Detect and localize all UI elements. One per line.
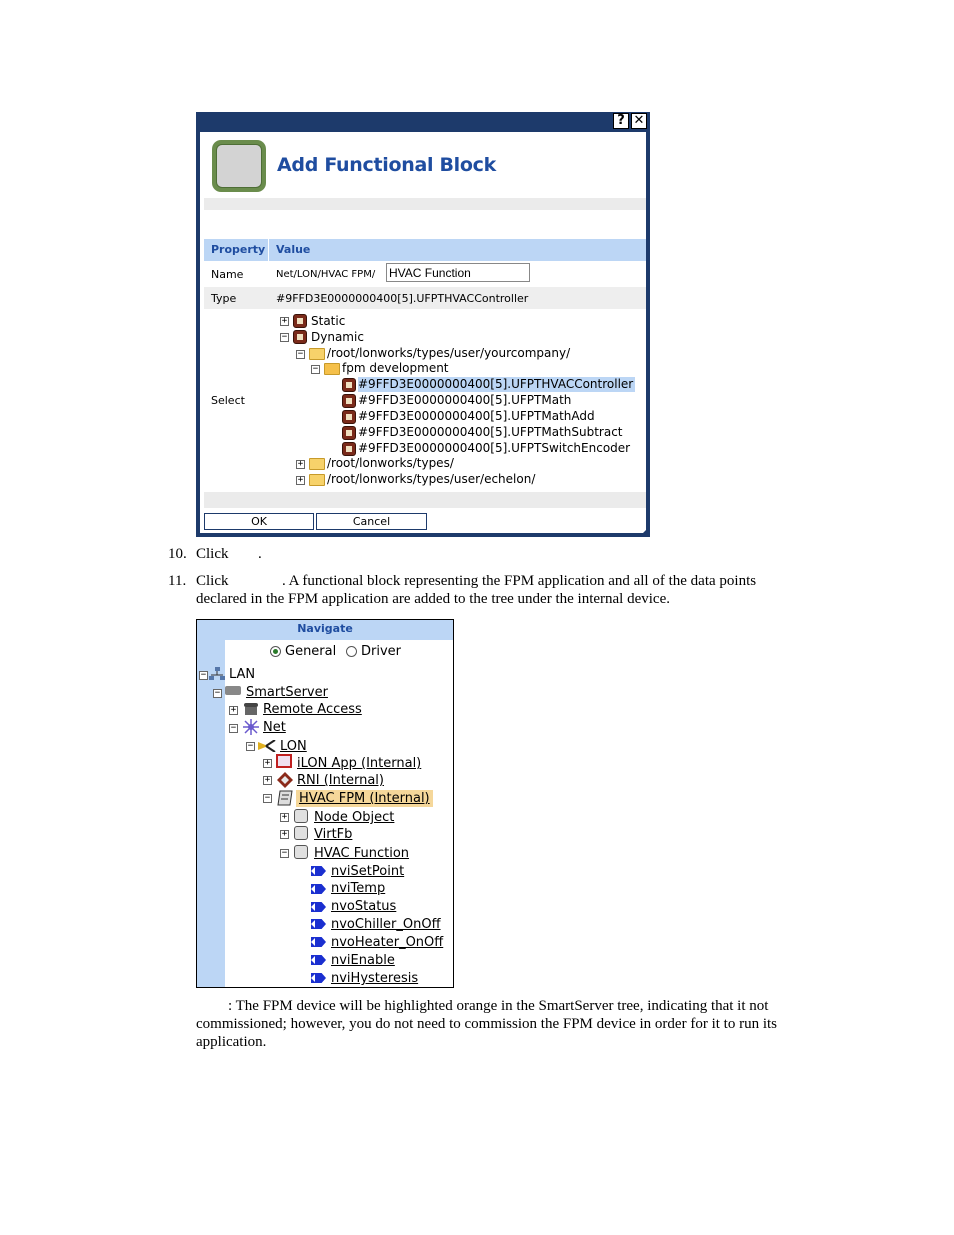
collapse-icon[interactable]: − [200, 670, 207, 680]
tree-item-math[interactable]: #9FFD3E0000000400[5].UFPTMath [358, 393, 572, 407]
title-divider-band [204, 198, 646, 210]
cancel-button[interactable]: Cancel [316, 513, 427, 530]
tree-item-net[interactable]: Net [263, 720, 286, 735]
collapse-icon[interactable]: − [281, 848, 288, 858]
tree-item-lon[interactable]: LON [280, 739, 307, 754]
resize-grip[interactable] [640, 527, 649, 536]
folder-icon [309, 458, 325, 470]
expand-icon[interactable]: + [297, 459, 304, 469]
tree-item-hvac-fpm[interactable]: HVAC FPM (Internal) [296, 790, 433, 807]
step-text: Click [196, 573, 229, 589]
folder-icon [309, 348, 325, 360]
tree-item-node-object[interactable]: Node Object [314, 810, 395, 825]
expand-icon[interactable]: + [264, 775, 271, 785]
tree-item-static[interactable]: Static [311, 314, 346, 328]
dialog-title: Add Functional Block [277, 154, 496, 176]
cube-icon [342, 394, 356, 408]
app-icon [276, 754, 292, 768]
tree-item-smartserver[interactable]: SmartServer [246, 685, 328, 700]
add-functional-block-dialog [196, 112, 650, 537]
expand-icon[interactable]: + [264, 758, 271, 768]
tree-item-nvisetpoint[interactable]: nviSetPoint [331, 864, 405, 879]
collapse-icon[interactable]: − [264, 793, 271, 803]
radio-general[interactable] [270, 646, 281, 657]
tree-item-fpm-development[interactable]: fpm development [342, 361, 449, 375]
collapse-icon[interactable]: − [312, 364, 319, 374]
folder-icon [309, 474, 325, 486]
output-nv-icon [311, 937, 326, 947]
block-icon [294, 826, 308, 840]
network-icon [209, 666, 225, 680]
step-text-line1: . A functional block representing the FPM application and all of the data points [282, 573, 757, 589]
collapse-icon[interactable]: − [281, 332, 288, 342]
tree-item-nvochiller-onoff[interactable]: nvoChiller_OnOff [331, 917, 441, 932]
tree-item-dynamic[interactable]: Dynamic [311, 330, 364, 344]
rni-icon [277, 772, 293, 786]
note-line: commissioned; however, you do not need to commission the FPM device in order for it to run its [196, 1016, 777, 1032]
step-text: Click [196, 546, 229, 562]
cube-icon [342, 410, 356, 424]
name-input[interactable] [386, 263, 530, 282]
step-text-line2: declared in the FPM application are added to the tree under the internal device. [196, 591, 670, 607]
help-button[interactable]: ? [613, 113, 629, 129]
navigate-header: Navigate [197, 620, 453, 640]
note-line: : The FPM device will be highlighted orange in the SmartServer tree, indicating that it not [228, 998, 769, 1014]
type-value: #9FFD3E0000000400[5].UFPTHVACController [276, 292, 529, 305]
tree-item-hvaccontroller[interactable]: #9FFD3E0000000400[5].UFPTHVACController [358, 377, 634, 391]
select-label: Select [211, 394, 245, 407]
net-icon [243, 719, 259, 733]
input-nv-icon [311, 866, 326, 876]
node-object-icon [294, 809, 308, 823]
expand-icon[interactable]: + [281, 829, 288, 839]
cube-icon [342, 426, 356, 440]
block-icon [294, 845, 308, 859]
functional-block-icon [212, 140, 266, 192]
tree-item-ilon-app[interactable]: iLON App (Internal) [297, 756, 422, 771]
output-nv-icon [311, 919, 326, 929]
radio-driver[interactable] [346, 646, 357, 657]
radio-driver-label: Driver [361, 644, 402, 659]
tree-item-types[interactable]: /root/lonworks/types/ [327, 456, 454, 470]
expand-icon[interactable]: + [297, 475, 304, 485]
cube-icon [293, 330, 307, 344]
collapse-icon[interactable]: − [230, 723, 237, 733]
tree-item-virtfb[interactable]: VirtFb [314, 827, 353, 842]
input-nv-icon [311, 973, 326, 983]
collapse-icon[interactable]: − [214, 688, 221, 698]
lon-icon [258, 739, 274, 753]
navigate-panel [196, 619, 454, 988]
tree-item-nvoheater-onoff[interactable]: nvoHeater_OnOff [331, 935, 444, 950]
tree-item-rni[interactable]: RNI (Internal) [297, 773, 384, 788]
value-column-header: Value [269, 239, 646, 261]
server-icon [225, 686, 241, 695]
tree-item-nvienable[interactable]: nviEnable [331, 953, 395, 968]
note-line: application. [196, 1034, 267, 1050]
step-number: 11. [168, 573, 187, 589]
expand-icon[interactable]: + [281, 316, 288, 326]
footer-band [204, 492, 646, 508]
input-nv-icon [311, 955, 326, 965]
input-nv-icon [311, 884, 326, 894]
tree-item-remote-access[interactable]: Remote Access [263, 702, 362, 717]
tree-item-switchencoder[interactable]: #9FFD3E0000000400[5].UFPTSwitchEncoder [358, 441, 631, 455]
tree-item-mathadd[interactable]: #9FFD3E0000000400[5].UFPTMathAdd [358, 409, 595, 423]
name-prefix: Net/LON/HVAC FPM/ [276, 269, 376, 280]
collapse-icon[interactable]: − [247, 741, 254, 751]
cube-icon [342, 378, 356, 392]
tree-item-nvitemp[interactable]: nviTemp [331, 881, 386, 896]
tree-item-nvihysteresis[interactable]: nviHysteresis [331, 971, 419, 986]
radio-general-label: General [285, 644, 337, 659]
step-end: . [258, 546, 262, 562]
tree-item-lan[interactable]: LAN [229, 667, 256, 682]
dialog-body [200, 132, 646, 533]
expand-icon[interactable]: + [230, 705, 237, 715]
property-column-header: Property [204, 239, 268, 261]
step-number: 10. [168, 546, 187, 562]
tree-item-echelon[interactable]: /root/lonworks/types/user/echelon/ [327, 472, 536, 486]
cube-icon [342, 442, 356, 456]
tree-item-mathsubtract[interactable]: #9FFD3E0000000400[5].UFPTMathSubtract [358, 425, 623, 439]
tree-item-hvac-function[interactable]: HVAC Function [314, 846, 410, 861]
fpm-icon [277, 790, 293, 804]
cube-icon [293, 314, 307, 328]
collapse-icon[interactable]: − [297, 349, 304, 359]
ok-button[interactable]: OK [204, 513, 314, 530]
folder-open-icon [324, 363, 340, 375]
output-nv-icon [311, 902, 326, 912]
expand-icon[interactable]: + [281, 812, 288, 822]
name-label: Name [211, 268, 244, 281]
tree-item-yourcompany[interactable]: /root/lonworks/types/user/yourcompany/ [327, 346, 571, 360]
close-button[interactable]: ✕ [631, 113, 647, 129]
tree-item-nvostatus[interactable]: nvoStatus [331, 899, 397, 914]
phone-icon [243, 702, 259, 716]
type-label: Type [211, 292, 237, 305]
